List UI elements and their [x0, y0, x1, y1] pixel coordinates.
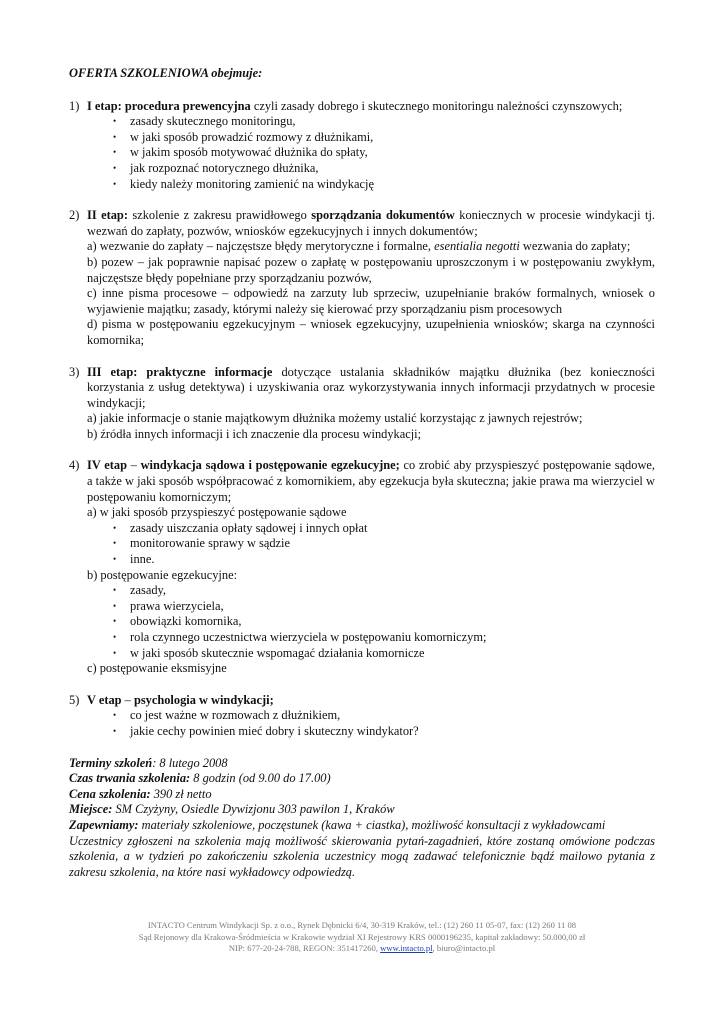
stage-5-emphasis: psychologia w windykacji; [133, 692, 274, 707]
stage-1-section [69, 99, 655, 193]
stage-1-list [87, 114, 655, 192]
list-item: • kiedy należy monitoring zamienić na windykację [113, 177, 655, 193]
terms-duration [69, 771, 655, 787]
list-item: • jakie cechy powinien mieć dobry i skuteczny windykator? [113, 724, 655, 740]
stage-2-section [69, 208, 655, 348]
page-footer [0, 920, 724, 955]
website-link[interactable]: www.intacto.pl [380, 943, 433, 954]
item-a-text: a) wezwanie do zapłaty – najczęstsze błędy merytoryczne i formalne, [87, 239, 435, 254]
stage-2-number: 2) [69, 208, 80, 223]
stage-1-intro [87, 99, 655, 115]
list-item: • co jest ważne w rozmowach z dłużnikiem, [113, 708, 655, 724]
stage-5-label: V etap [87, 692, 122, 707]
provided-value: materiały szkoleniowe, poczęstunek (kawa + ciastka), możliwość konsultacji z wykładowcami [138, 817, 606, 832]
list-item: • zasady uiszczania opłaty sądowej i innych opłat [113, 521, 655, 537]
stage-2-label: II etap: [87, 208, 128, 223]
training-terms [69, 756, 655, 881]
price-label: Cena szkolenia: [69, 786, 151, 801]
duration-value: 8 godzin (od 9.00 do 17.00) [190, 771, 331, 786]
document-body [69, 66, 655, 880]
terms-provided [69, 818, 655, 834]
stage-4-number: 4) [69, 458, 80, 473]
stage-4-text: co zrobić aby przyspieszyć postępowanie sądowe, a także w jaki sposób współpracować z komornikiem, aby egzekucja była skuteczna; jakie prawa ma wierzyciel w postępowaniu komorniczym; [87, 458, 655, 504]
stage-4-intro [87, 458, 655, 505]
stage-2-item-c: c) inne pisma procesowe – odpowiedź na zarzuty lub sprzeciw, uzupełnianie braków formalnych, wniosek o wyjawienie majątku; zasady, którymi należy się kierować przy sporządzaniu pism procesowych [87, 286, 655, 316]
stage-2-text-continued: koniecznych w procesie windykacji tj. wezwań do zapłaty, pozwów, wniosków egzekucyjnych i innych dokumentów; [87, 208, 655, 238]
terms-note: Uczestnicy zgłoszeni na szkolenia mają możliwość skierowania pytań-zagadnień, które zostaną omówione podczas szkolenia, a w tydzień po zakończeniu szkolenia uczestnicy mogą zadawać telefonicznie bądź mailowo pytania z zakresu szkolenia, na które nasi wykładowcy odpowiedzą. [69, 833, 655, 879]
stage-2-emphasis: sporządzania dokumentów [311, 208, 455, 223]
location-value: SM Czyżyny, Osiedle Dywizjonu 303 pawilon 1, Kraków [112, 802, 395, 817]
stage-2-item-d: d) pisma w postępowaniu egzekucyjnym – wniosek egzekucyjny, uzupełnienia wniosków; skarga na czynności komornika; [87, 317, 655, 347]
list-item: • zasady, [113, 583, 655, 599]
list-item: • zasady skutecznego monitoringu, [113, 114, 655, 130]
stage-5-intro [87, 693, 655, 709]
footer-email: , biuro@intacto.pl [432, 943, 496, 954]
stage-4-a-list [87, 521, 655, 568]
list-item: • w jaki sposób skutecznie wspomagać działania komornicze [113, 646, 655, 662]
stage-1-label: I etap: procedura prewencyjna [87, 98, 251, 113]
stage-3-section [69, 365, 655, 443]
list-item: • obowiązki komornika, [113, 614, 655, 630]
stage-1-number: 1) [69, 98, 80, 113]
stage-4-item-c: c) postępowanie eksmisyjne [87, 661, 227, 676]
terms-price [69, 787, 655, 803]
location-label: Miejsce: [69, 802, 113, 817]
terms-dates [69, 756, 655, 772]
stage-3-number: 3) [69, 364, 80, 379]
item-a-text-end: wezwania do zapłaty; [519, 239, 631, 254]
stage-3-intro [87, 365, 655, 412]
footer-company-line: INTACTO Centrum Windykacji Sp. z o.o., Rynek Dębnicki 6/4, 30-319 Kraków, tel.: (12) 260 11 05-07, fax: (12) 260 11 08 [147, 920, 577, 930]
stage-2-item-a [87, 239, 655, 255]
terms-location [69, 802, 655, 818]
stage-4-emphasis: windykacja sądowa i postępowanie egzekucyjne; [140, 458, 400, 473]
stage-4-dash: – [126, 458, 141, 473]
duration-label: Czas trwania szkolenia: [69, 771, 191, 786]
stage-1-text: czyli zasady dobrego i skutecznego monitoringu należności czynszowych; [250, 98, 623, 113]
list-item: • prawa wierzyciela, [113, 599, 655, 615]
stage-4-item-b: b) postępowanie egzekucyjne: [87, 567, 238, 582]
list-item: • rola czynnego uczestnictwa wierzyciela w postępowaniu komorniczym; [113, 630, 655, 646]
footer-ids: NIP: 677-20-24-788, REGON: 351417260, [228, 943, 381, 954]
price-value: 390 zł netto [150, 786, 212, 801]
list-item: • monitorowanie sprawy w sądzie [113, 536, 655, 552]
dates-label: Terminy szkoleń [69, 755, 153, 770]
stage-2-intro [87, 208, 655, 239]
stage-5-dash: – [121, 692, 134, 707]
list-item: • w jaki sposób prowadzić rozmowy z dłużnikami, [113, 130, 655, 146]
stage-2-item-b: b) pozew – jak poprawnie napisać pozew o zapłatę w postępowaniu uproszczonym i w postępowaniu zwykłym, najczęstsze błędy popełniane przy sporządzaniu pozwów, [87, 254, 655, 285]
stage-3-text: dotyczące ustalania składników majątku dłużnika (bez konieczności korzystania z usług detektywa) i uzyskiwania oraz wykorzystywania innych informacji przydatnych w procesie windykacji; [87, 364, 655, 410]
stage-3-label: III etap: praktyczne informacje [87, 364, 273, 379]
list-item: • w jakim sposób motywować dłużnika do spłaty, [113, 145, 655, 161]
list-item: • inne. [113, 552, 655, 568]
footer-registry-line: Sąd Rejonowy dla Krakowa-Śródmieścia w Krakowie wydział XI Rejestrowy KRS 0000196235, kapitał zakładowy: 50.000,00 zł [138, 931, 586, 942]
stage-3-item-a: a) jakie informacje o stanie majątkowym dłużnika możemy ustalić korzystając z jawnych rejestrów; [87, 411, 583, 426]
dates-value: : 8 lutego 2008 [152, 755, 228, 770]
stage-5-list [87, 708, 655, 739]
page-title: OFERTA SZKOLENIOWA obejmuje: [69, 66, 263, 80]
stage-4-label: IV etap [87, 458, 127, 473]
footer-contact-line [0, 943, 724, 955]
stage-4-section [69, 458, 655, 676]
stage-4-b-list [87, 583, 655, 661]
stage-4-item-a: a) w jaki sposób przyspieszyć postępowanie sądowe [87, 505, 347, 520]
item-a-italic: esentialia negotti [434, 239, 520, 254]
stage-2-text: szkolenie z zakresu prawidłowego [127, 208, 312, 223]
stage-5-number: 5) [69, 692, 80, 707]
stage-5-section [69, 693, 655, 740]
provided-label: Zapewniamy: [69, 817, 139, 832]
stage-3-item-b: b) źródła innych informacji i ich znaczenie dla procesu windykacji; [87, 426, 422, 441]
list-item: • jak rozpoznać notorycznego dłużnika, [113, 161, 655, 177]
